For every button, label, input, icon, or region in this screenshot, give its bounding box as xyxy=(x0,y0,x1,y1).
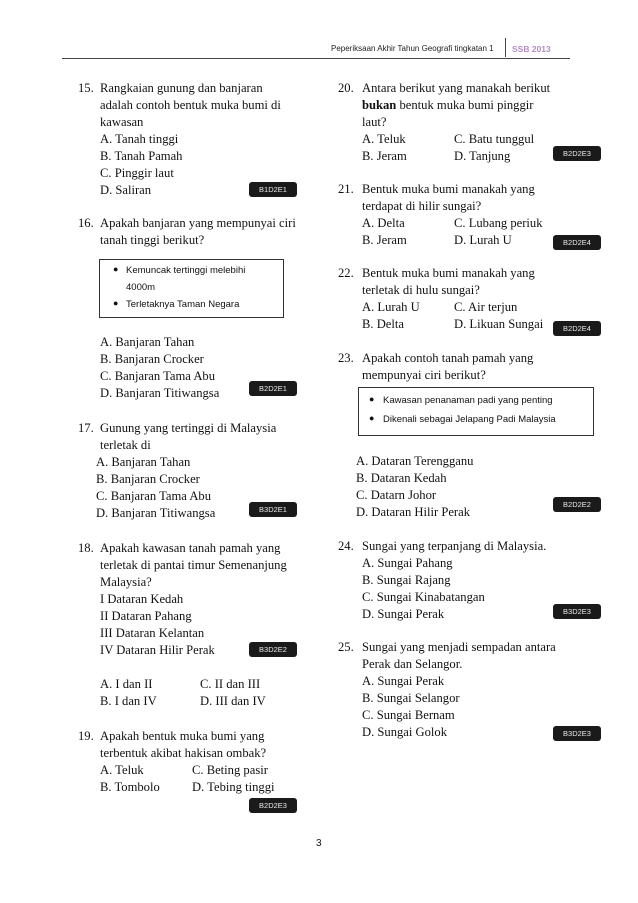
emphasis-word: bukan xyxy=(362,98,397,112)
question-number: 20. xyxy=(338,81,354,95)
question-text: terletak di xyxy=(100,438,151,452)
option-d: D. Banjaran Titiwangsa xyxy=(96,506,216,520)
question-text: Apakah contoh tanah pamah yang xyxy=(362,351,534,365)
option-c: C. Air terjun xyxy=(454,300,518,314)
question-code-tag: B2D2E4 xyxy=(553,235,601,250)
option-b: B. Banjaran Crocker xyxy=(96,472,200,486)
bullet-icon: ● xyxy=(369,394,375,404)
option-b: B. I dan IV xyxy=(100,694,157,708)
question-number: 21. xyxy=(338,182,354,196)
option-c: C. Lubang periuk xyxy=(454,216,543,230)
option-c: C. Banjaran Tama Abu xyxy=(100,369,216,383)
question-text: Sungai yang terpanjang di Malaysia. xyxy=(362,539,547,553)
question-text: Perak dan Selangor. xyxy=(362,657,463,671)
question-number: 18. xyxy=(78,541,94,555)
question-text: Antara berikut yang manakah berikut xyxy=(362,81,551,95)
question-number: 25. xyxy=(338,640,354,654)
statement-iii: III Dataran Kelantan xyxy=(100,626,205,640)
question-text: Bentuk muka bumi manakah yang xyxy=(362,182,535,196)
option-b: B. Tombolo xyxy=(100,780,160,794)
box-item: Dikenali sebagai Jelapang Padi Malaysia xyxy=(383,414,556,425)
statement-ii: II Dataran Pahang xyxy=(100,609,192,623)
option-c: C. II dan III xyxy=(200,677,261,691)
option-c: C. Pinggir laut xyxy=(100,166,174,180)
question-text: Rangkaian gunung dan banjaran xyxy=(100,81,263,95)
question-number: 23. xyxy=(338,351,354,365)
option-d: D. Banjaran Titiwangsa xyxy=(100,386,220,400)
option-a: A. Sungai Pahang xyxy=(362,556,453,570)
option-c: C. Beting pasir xyxy=(192,763,268,777)
question-number: 16. xyxy=(78,216,94,230)
option-a: A. Banjaran Tahan xyxy=(96,455,191,469)
question-text: Malaysia? xyxy=(100,575,152,589)
box-item: 4000m xyxy=(126,282,156,293)
question-text: Bentuk muka bumi manakah yang xyxy=(362,266,535,280)
option-d: D. Lurah U xyxy=(454,233,512,247)
option-a: A. Teluk xyxy=(362,132,406,146)
box-item: Kemuncak tertinggi melebihi xyxy=(126,265,246,276)
question-number: 17. xyxy=(78,421,94,435)
option-a: A. I dan II xyxy=(100,677,153,691)
question-code-tag: B1D2E1 xyxy=(249,182,297,197)
option-c: C. Sungai Bernam xyxy=(362,708,455,722)
option-d: D. III dan IV xyxy=(200,694,266,708)
question-text: terdapat di hilir sungai? xyxy=(362,199,482,213)
question-code-tag: B2D2E3 xyxy=(249,798,297,813)
question-text: Apakah bentuk muka bumi yang xyxy=(100,729,265,743)
question-number: 19. xyxy=(78,729,94,743)
option-a: A. Banjaran Tahan xyxy=(100,335,195,349)
option-d: D. Sungai Perak xyxy=(362,607,445,621)
option-a: A. Teluk xyxy=(100,763,144,777)
statement-iv: IV Dataran Hilir Perak xyxy=(100,643,215,657)
option-b: B. Jeram xyxy=(362,149,407,163)
question-text: terbentuk akibat hakisan ombak? xyxy=(100,746,267,760)
header-code: SSB 2013 xyxy=(512,44,551,54)
page-number: 3 xyxy=(316,838,322,849)
option-a: A. Sungai Perak xyxy=(362,674,445,688)
bullet-icon: ● xyxy=(113,264,119,274)
option-b: B. Delta xyxy=(362,317,404,331)
question-text: laut? xyxy=(362,115,387,129)
option-b: B. Tanah Pamah xyxy=(100,149,183,163)
option-b: B. Jeram xyxy=(362,233,407,247)
question-text: terletak di hulu sungai? xyxy=(362,283,480,297)
option-d: D. Tanjung xyxy=(454,149,511,163)
header-title: Peperiksaan Akhir Tahun Geografi tingkatan 1 xyxy=(331,44,494,53)
bullet-icon: ● xyxy=(113,298,119,308)
question-code-tag: B2D2E1 xyxy=(249,381,297,396)
option-b: B. Banjaran Crocker xyxy=(100,352,204,366)
box-item: Kawasan penanaman padi yang penting xyxy=(383,395,553,406)
header-rule xyxy=(62,58,570,59)
question-text xyxy=(362,97,533,114)
question-text: terletak di pantai timur Semenanjung xyxy=(100,558,287,572)
option-c: C. Sungai Kinabatangan xyxy=(362,590,485,604)
option-d: D. Likuan Sungai xyxy=(454,317,544,331)
option-c: C. Banjaran Tama Abu xyxy=(96,489,212,503)
option-b: B. Sungai Rajang xyxy=(362,573,451,587)
question-number: 15. xyxy=(78,81,94,95)
option-b: B. Sungai Selangor xyxy=(362,691,460,705)
characteristics-box xyxy=(358,387,594,436)
question-text: mempunyai ciri berikut? xyxy=(362,368,486,382)
question-text: tanah tinggi berikut? xyxy=(100,233,205,247)
question-text: adalah contoh bentuk muka bumi di xyxy=(100,98,281,112)
question-code-tag: B3D2E2 xyxy=(249,642,297,657)
characteristics-box xyxy=(99,259,284,318)
option-d: D. Tebing tinggi xyxy=(192,780,275,794)
option-a: A. Tanah tinggi xyxy=(100,132,179,146)
option-d: D. Saliran xyxy=(100,183,152,197)
box-item: Terletaknya Taman Negara xyxy=(126,299,240,310)
question-code-tag: B3D2E3 xyxy=(553,604,601,619)
question-number: 24. xyxy=(338,539,354,553)
question-text: Apakah banjaran yang mempunyai ciri xyxy=(100,216,296,230)
question-code-tag: B2D2E2 xyxy=(553,497,601,512)
option-a: A. Lurah U xyxy=(362,300,420,314)
question-text: kawasan xyxy=(100,115,144,129)
question-text: Apakah kawasan tanah pamah yang xyxy=(100,541,281,555)
question-code-tag: B2D2E4 xyxy=(553,321,601,336)
question-code-tag: B2D2E3 xyxy=(553,146,601,161)
statement-i: I Dataran Kedah xyxy=(100,592,184,606)
option-c: C. Datarn Johor xyxy=(356,488,437,502)
question-code-tag: B3D2E3 xyxy=(553,726,601,741)
option-c: C. Batu tunggul xyxy=(454,132,535,146)
question-text: Gunung yang tertinggi di Malaysia xyxy=(100,421,277,435)
question-text-rest: bentuk muka bumi pinggir xyxy=(396,98,534,112)
option-a: A. Delta xyxy=(362,216,405,230)
option-b: B. Dataran Kedah xyxy=(356,471,447,485)
bullet-icon: ● xyxy=(369,413,375,423)
option-d: D. Dataran Hilir Perak xyxy=(356,505,471,519)
question-code-tag: B3D2E1 xyxy=(249,502,297,517)
option-d: D. Sungai Golok xyxy=(362,725,448,739)
header-divider xyxy=(505,38,506,57)
option-a: A. Dataran Terengganu xyxy=(356,454,474,468)
question-text: Sungai yang menjadi sempadan antara xyxy=(362,640,556,654)
question-number: 22. xyxy=(338,266,354,280)
